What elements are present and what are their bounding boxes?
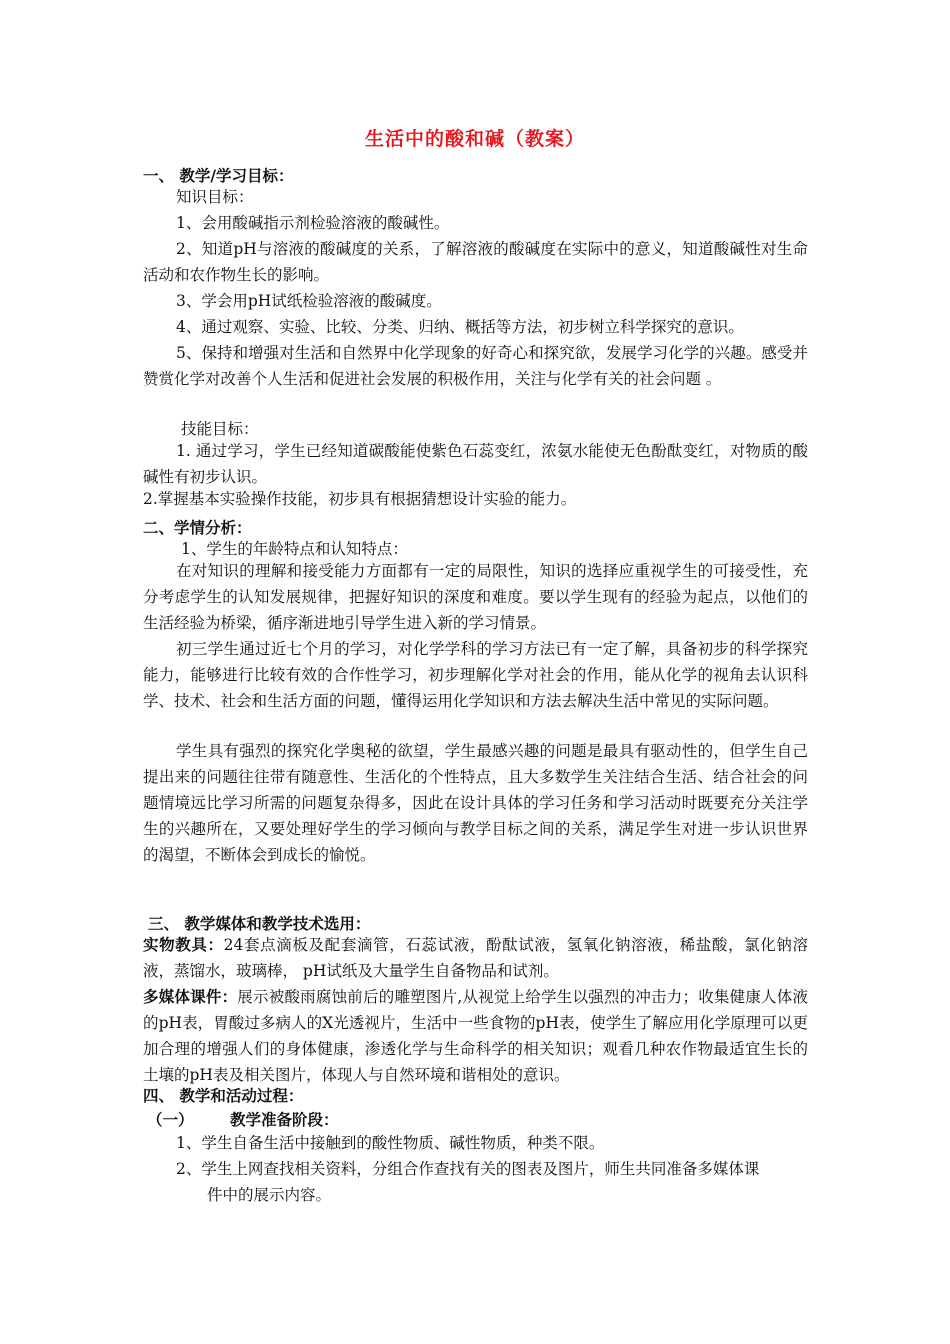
prep-item-1: 1、学生自备生活中接触到的酸性物质、碱性物质，种类不限。 xyxy=(176,1134,605,1152)
physical-tools-label: 实物教具： xyxy=(143,935,224,954)
knowledge-goals-label: 知识目标： xyxy=(176,188,254,206)
analysis-paragraph-2: 初三学生通过近七个月的学习，对化学学科的学习方法已有一定了解，具备初步的科学探究能力，能够进行比较有效的合作性学习，初步理解化学对社会的作用，能从化学的视角去认识科学、技术、社会和生活方面的问题，懂得运用化学知识和方法去解决生活中常见的实际问题。 xyxy=(143,640,808,710)
section-4-heading: 四、 教学和活动过程： xyxy=(143,1086,304,1105)
multimedia-text: 展示被酸雨腐蚀前后的雕塑图片,从视觉上给学生以强烈的冲击力；收集健康人体液的pH表，胃酸过多病人的X光透视片，生活中一些食物的pH表，使学生了解应用化学原理可以更加合理的增强人们的身体健康，渗透化学与生命科学的相关知识；观看几种农作物最适宜生长的土壤的pH表及相关图片，体现人与自然环境和谐相处的意识。 xyxy=(143,988,808,1084)
prep-item-2-line-2: 件中的展示内容。 xyxy=(207,1186,332,1204)
skill-goal-2: 2.掌握基本实验操作技能，初步具有根据猜想设计实验的能力。 xyxy=(143,490,577,508)
student-traits-subheading: 1、学生的年龄特点和认知特点： xyxy=(181,540,408,558)
knowledge-goal-4: 4、通过观察、实验、比较、分类、归纳、概括等方法，初步树立科学探究的意识。 xyxy=(176,318,744,336)
physical-tools-text: 24套点滴板及配套滴管，石蕊试液，酚酞试液，氢氧化钠溶液，稀盐酸，氯化钠溶液，蒸馏水，玻璃棒， pH试纸及大量学生自备物品和试剂。 xyxy=(143,936,808,980)
section-3-heading: 三、 教学媒体和教学技术选用： xyxy=(148,914,371,933)
prep-item-2-line-1: 2、学生上网查找相关资料，分组合作查找有关的图表及图片，师生共同准备多媒体课 xyxy=(176,1160,760,1178)
multimedia-label: 多媒体课件： xyxy=(143,987,238,1006)
skill-goal-1: 1. 通过学习，学生已经知道碳酸能使紫色石蕊变红，浓氨水能使无色酚酞变红，对物质的酸碱性有初步认识。 xyxy=(143,442,808,486)
skill-goals-label: 技能目标： xyxy=(181,420,259,438)
knowledge-goal-2: 2、知道pH与溶液的酸碱度的关系，了解溶液的酸碱度在实际中的意义，知道酸碱性对生命活动和农作物生长的影响。 xyxy=(143,240,808,284)
knowledge-goal-5: 5、保持和增强对生活和自然界中化学现象的好奇心和探究欲，发展学习化学的兴趣。感受并赞赏化学对改善个人生活和促进社会发展的积极作用，关注与化学有关的社会问题 。 xyxy=(143,344,808,388)
stage-number: （一） xyxy=(147,1110,194,1129)
multimedia-paragraph xyxy=(143,984,808,1088)
stage-label: 教学准备阶段： xyxy=(230,1110,339,1129)
section-1-heading: 一、 教学/学习目标： xyxy=(143,166,294,185)
analysis-paragraph-3: 学生具有强烈的探究化学奥秘的欲望，学生最感兴趣的问题是最具有驱动性的，但学生自己提出来的问题往往带有随意性、生活化的个性特点，且大多数学生关注结合生活、结合社会的问题情境远比学习所需的问题复杂得多，因此在设计具体的学习任务和学习活动时既要充分关注学生的兴趣所在，又要处理好学生的学习倾向与教学目标之间的关系，满足学生对进一步认识世界的渴望，不断体会到成长的愉悦。 xyxy=(143,742,808,864)
knowledge-goal-3: 3、学会用pH试纸检验溶液的酸碱度。 xyxy=(176,292,442,310)
section-2-heading: 二、学情分析： xyxy=(143,518,252,537)
page-title: 生活中的酸和碱（教案） xyxy=(364,128,585,150)
physical-tools-paragraph xyxy=(143,932,808,984)
knowledge-goal-1: 1、会用酸碱指示剂检验溶液的酸碱性。 xyxy=(176,214,450,232)
analysis-paragraph-1: 在对知识的理解和接受能力方面都有一定的局限性，知识的选择应重视学生的可接受性，充分考虑学生的认知发展规律，把握好知识的深度和难度。要以学生现有的经验为起点，以他们的生活经验为桥梁，循序渐进地引导学生进入新的学习情景。 xyxy=(143,562,808,632)
